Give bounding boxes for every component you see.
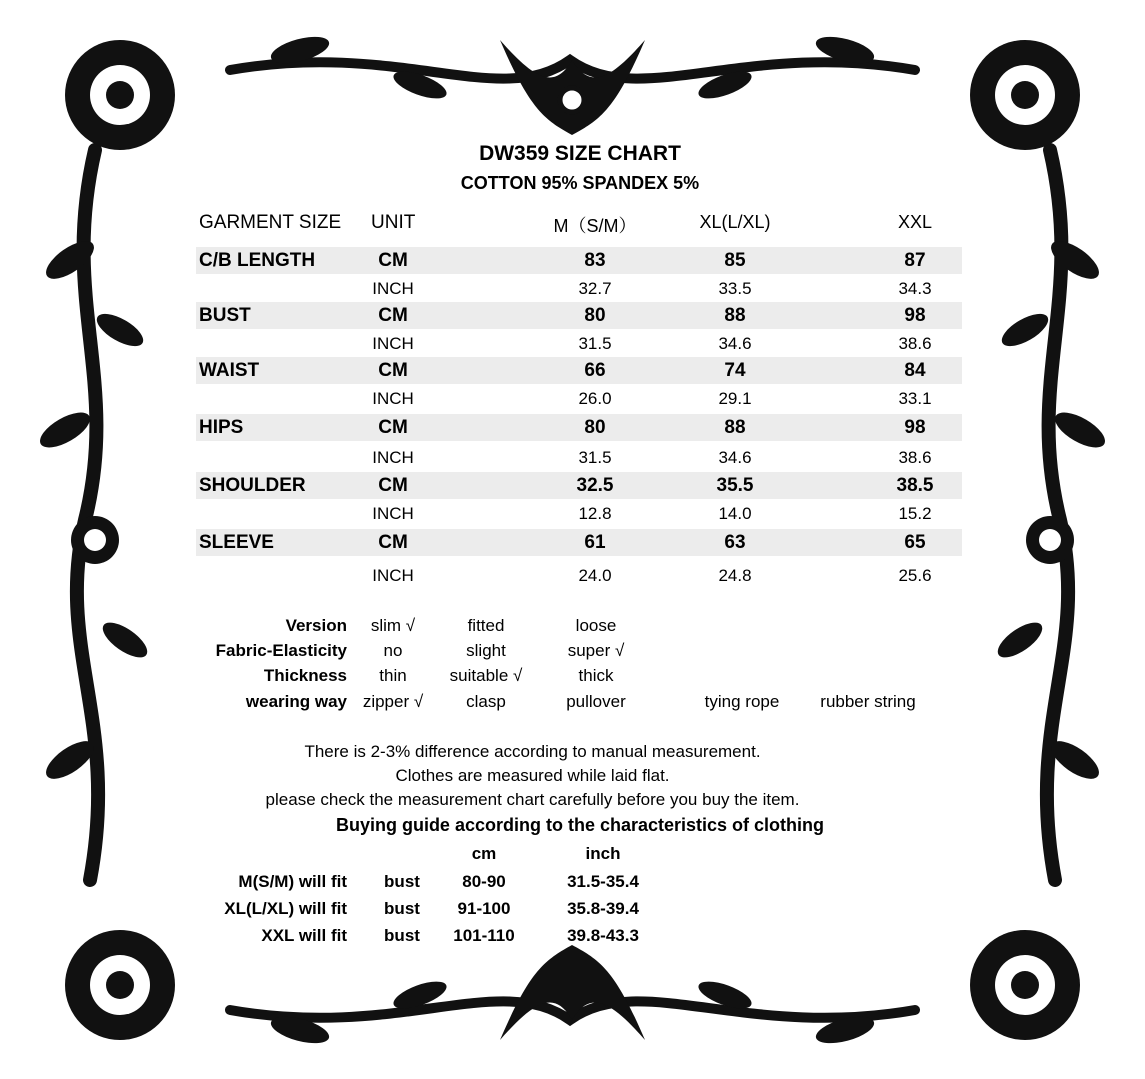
header-size-xxl: XXL [897, 212, 933, 232]
guide-size: M(S/M) will fit [238, 872, 347, 891]
attribute-value: loose [575, 616, 617, 635]
note-measurement-difference: There is 2-3% difference according to manual measurement. [304, 742, 761, 761]
cm-value: 85 [724, 250, 746, 271]
cm-value: 83 [584, 250, 606, 271]
inch-value: 34.3 [898, 279, 932, 298]
attribute-key: wearing way [245, 692, 347, 711]
unit-inch: INCH [372, 566, 414, 585]
unit-cm: CM [378, 475, 408, 496]
attribute-value: pullover [566, 692, 626, 711]
cm-value: 65 [904, 532, 926, 553]
cm-value: 61 [584, 532, 606, 553]
inch-value: 26.0 [578, 389, 612, 408]
row-label: SLEEVE [199, 532, 274, 553]
unit-inch: INCH [372, 448, 414, 467]
cm-value: 80 [584, 417, 606, 438]
inch-value: 12.8 [578, 504, 612, 523]
cm-value: 80 [584, 305, 606, 326]
cm-value: 63 [724, 532, 746, 553]
header-unit: UNIT [371, 212, 416, 233]
guide-col-inch: inch [585, 844, 621, 863]
inch-value: 38.6 [898, 334, 932, 353]
header-size-xl: XL(L/XL) [699, 212, 771, 232]
guide-cm: 91-100 [457, 899, 511, 918]
row-label: SHOULDER [199, 475, 306, 496]
attribute-value: fitted [467, 616, 505, 635]
attribute-value: super √ [567, 641, 625, 660]
cm-value: 32.5 [576, 475, 614, 496]
unit-cm: CM [378, 305, 408, 326]
unit-cm: CM [378, 250, 408, 271]
unit-inch: INCH [372, 334, 414, 353]
inch-value: 25.6 [898, 566, 932, 585]
cm-value: 88 [724, 305, 746, 326]
cm-value: 74 [724, 360, 746, 381]
guide-size: XL(L/XL) will fit [224, 899, 347, 918]
inch-value: 33.1 [898, 389, 932, 408]
guide-cm: 101-110 [453, 926, 515, 945]
guide-size: XXL will fit [261, 926, 347, 945]
inch-value: 31.5 [578, 448, 612, 467]
attribute-key: Fabric-Elasticity [215, 641, 347, 660]
inch-value: 24.8 [718, 566, 752, 585]
cm-value: 98 [904, 305, 926, 326]
guide-part: bust [384, 872, 420, 891]
note-check-chart: please check the measurement chart carefully before you buy the item. [265, 790, 800, 809]
inch-value: 31.5 [578, 334, 612, 353]
unit-inch: INCH [372, 389, 414, 408]
guide-col-cm: cm [471, 844, 497, 863]
unit-cm: CM [378, 532, 408, 553]
cm-value: 88 [724, 417, 746, 438]
attribute-value: slim √ [370, 616, 416, 635]
attribute-value: suitable √ [449, 666, 523, 685]
guide-inch: 35.8-39.4 [567, 899, 639, 918]
row-label: C/B LENGTH [199, 250, 316, 271]
chart-title: DW359 SIZE CHART [479, 142, 681, 165]
unit-inch: INCH [372, 504, 414, 523]
attribute-key: Thickness [263, 666, 347, 685]
inch-value: 34.6 [718, 334, 752, 353]
fabric-composition: COTTON 95% SPANDEX 5% [460, 173, 700, 193]
header-garment-size: GARMENT SIZE [199, 212, 342, 233]
row-label: WAIST [199, 360, 260, 381]
guide-part: bust [384, 926, 420, 945]
row-label: HIPS [199, 417, 244, 438]
unit-cm: CM [378, 417, 408, 438]
attribute-value: no [383, 641, 403, 660]
cm-value: 35.5 [716, 475, 754, 496]
attribute-value: thick [578, 666, 614, 685]
inch-value: 34.6 [718, 448, 752, 467]
inch-value: 38.6 [898, 448, 932, 467]
guide-inch: 39.8-43.3 [567, 926, 639, 945]
header-size-m: M（S/M） [553, 216, 637, 236]
inch-value: 15.2 [898, 504, 932, 523]
attribute-value: zipper √ [362, 692, 424, 711]
cm-value: 98 [904, 417, 926, 438]
cm-value: 84 [904, 360, 926, 381]
attribute-value: clasp [466, 692, 506, 711]
inch-value: 14.0 [718, 504, 752, 523]
guide-part: bust [384, 899, 420, 918]
inch-value: 32.7 [578, 279, 612, 298]
attribute-value: tying rope [704, 692, 780, 711]
inch-value: 29.1 [718, 389, 752, 408]
inch-value: 33.5 [718, 279, 752, 298]
attribute-value: rubber string [820, 692, 916, 711]
attribute-key: Version [285, 616, 347, 635]
unit-inch: INCH [372, 279, 414, 298]
note-laid-flat: Clothes are measured while laid flat. [395, 766, 670, 785]
attribute-value: slight [466, 641, 506, 660]
guide-title: Buying guide according to the characteristics of clothing [335, 815, 825, 835]
guide-inch: 31.5-35.4 [567, 872, 639, 891]
cm-value: 87 [904, 250, 926, 271]
cm-value: 66 [584, 360, 606, 381]
inch-value: 24.0 [578, 566, 612, 585]
attribute-value: thin [379, 666, 407, 685]
guide-cm: 80-90 [462, 872, 506, 891]
row-label: BUST [199, 305, 251, 326]
cm-value: 38.5 [896, 475, 934, 496]
unit-cm: CM [378, 360, 408, 381]
